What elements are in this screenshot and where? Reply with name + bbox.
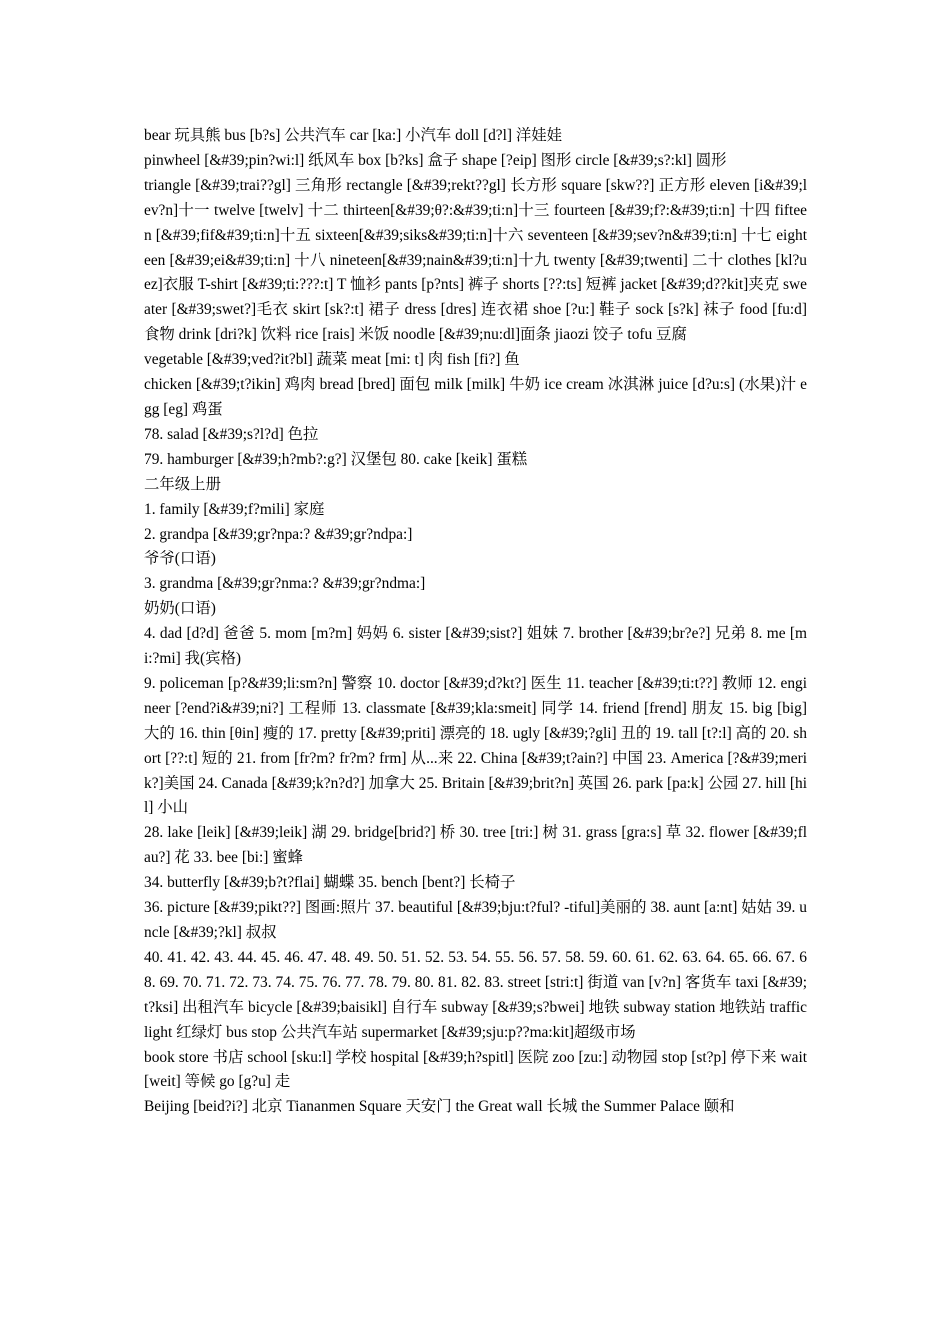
paragraph-18: 36. picture [&#39;pikt??] 图画:照片 37. beautiful [&#39;bju:t?ful? -tiful]美丽的 38. aunt [a:nt] 姑姑 39. uncle [&#39;?kl] 叔叔 bbox=[144, 899, 807, 941]
paragraph-13: 奶奶(口语) bbox=[144, 600, 216, 618]
paragraph-11: 爷爷(口语) bbox=[144, 550, 216, 568]
paragraph-4: vegetable [&#39;ved?it?bl] 蔬菜 meat [mi: t] 肉 fish [fi?] 鱼 bbox=[144, 351, 520, 369]
paragraph-2: pinwheel [&#39;pin?wi:l] 纸风车 box [b?ks] 盒子 shape [?eip] 图形 circle [&#39;s?:kl] 圆形 bbox=[144, 151, 727, 169]
paragraph-14: 4. dad [d?d] 爸爸 5. mom [m?m] 妈妈 6. sister [&#39;sist?] 姐妹 7. brother [&#39;br?e?] 兄弟 8. me [mi:?mi] 我(宾格) bbox=[144, 625, 807, 668]
paragraph-7: 79. hamburger [&#39;h?mb?:g?] 汉堡包 80. cake [keik] 蛋糕 bbox=[144, 450, 528, 468]
paragraph-15: 9. policeman [p?&#39;li:sm?n] 警察 10. doctor [&#39;d?kt?] 医生 11. teacher [&#39;ti:t??] 教师 12. engineer [?end?i&#39;ni?] 工程师 13. classmate [&#39;kla:smeit] 同学 14. friend [frend] 朋友 15. big [big] 大的 16. thin [θin] 瘦的 17. pretty [&#39;priti] 漂亮的 18. ugly [&#39;?gli] 丑的 19. tall [t?:l] 高的 20. short [??:t] 短的 21. from [fr?m? fr?m? frm] 从...来 22. China [&#39;t?ain?] 中国 23. America [?&#39;merik?]美国 24. Canada [&#39;k?n?d?] 加拿大 25. Britain [&#39;brit?n] 英国 26. park [pa:k] 公园 27. hill [hil] 小山 bbox=[144, 674, 807, 817]
paragraph-16: 28. lake [leik] [&#39;leik] 湖 29. bridge[brid?] 桥 30. tree [tri:] 树 31. grass [gra:s] 草 32. flower [&#39;flau?] 花 33. bee [bi:] 蜜蜂 bbox=[144, 824, 807, 867]
paragraph-20: book store 书店 school [sku:l] 学校 hospital [&#39;h?spitl] 医院 zoo [zu:] 动物园 stop [st?p] 停下来 wait [weit] 等候 go [g?u] 走 bbox=[144, 1048, 807, 1091]
paragraph-6: 78. salad [&#39;s?l?d] 色拉 bbox=[144, 425, 319, 443]
paragraph-21: Beijing [beid?i?] 北京 Tiananmen Square 天安门 the Great wall 长城 the Summer Palace 颐和 bbox=[144, 1098, 735, 1116]
paragraph-12: 3. grandma [&#39;gr?nma:? &#39;gr?ndma:] bbox=[144, 575, 426, 593]
paragraph-10: 2. grandpa [&#39;gr?npa:? &#39;gr?ndpa:] bbox=[144, 525, 413, 543]
document-page bbox=[144, 124, 807, 1120]
paragraph-5: chicken [&#39;t?ikin] 鸡肉 bread [bred] 面包 milk [milk] 牛奶 ice cream 冰淇淋 juice [d?u:s] (水果)汁 egg [eg] 鸡蛋 bbox=[144, 376, 807, 418]
paragraph-1: bear 玩具熊 bus [b?s] 公共汽车 car [ka:] 小汽车 doll [d?l] 洋娃娃 bbox=[144, 127, 563, 144]
paragraph-9: 1. family [&#39;f?mili] 家庭 bbox=[144, 500, 325, 518]
paragraph-3: triangle [&#39;trai??gl] 三角形 rectangle [&#39;rekt??gl] 长方形 square [skw??] 正方形 eleven [i&#39;lev?n]十一 twelve [twelv] 十二 thirteen[&#39;θ?:&#39;ti:n]十三 fourteen [&#39;f?:&#39;ti:n] 十四 fifteen [&#39;fif&#39;ti:n]十五 sixteen[&#39;siks&#39;ti:n]十六 seventeen [&#39;sev?n&#39;ti:n] 十七 eighteen [&#39;ei&#39;ti:n] 十八 nineteen[&#39;nain&#39;ti:n]十九 twenty [&#39;twenti] 二十 clothes [kl?uez]衣服 T-shirt [&#39;ti:???:t] T 恤衫 pants [p?nts] 裤子 shorts [??:ts] 短裤 jacket [&#39;d??kit]夹克 sweater [&#39;swet?]毛衣 skirt [sk?:t] 裙子 dress [dres] 连衣裙 shoe [?u:] 鞋子 sock [s?k] 袜子 food [fu:d] 食物 drink [dri?k] 饮料 rice [rais] 米饭 noodle [&#39;nu:dl]面条 jiaozi 饺子 tofu 豆腐 bbox=[144, 176, 807, 344]
section-heading: 二年级上册 bbox=[144, 475, 221, 493]
paragraph-17: 34. butterfly [&#39;b?t?flai] 蝴蝶 35. bench [bent?] 长椅子 bbox=[144, 874, 516, 892]
paragraph-19: 40. 41. 42. 43. 44. 45. 46. 47. 48. 49. 50. 51. 52. 53. 54. 55. 56. 57. 58. 59. 60. 61. 62. 63. 64. 65. 66. 67. 68. 69. 70. 71. 72. 73. 74. 75. 76. 77. 78. 79. 80. 81. 82. 83. street [stri:t] 街道 van [v?n] 客货车 taxi [&#39;t?ksi] 出租汽车 bicycle [&#39;baisikl] 自行车 subway [&#39;s?bwei] 地铁 subway station 地铁站 traffic light 红绿灯 bus stop 公共汽车站 supermarket [&#39;sju:p??ma:kit]超级市场 bbox=[144, 948, 807, 1041]
